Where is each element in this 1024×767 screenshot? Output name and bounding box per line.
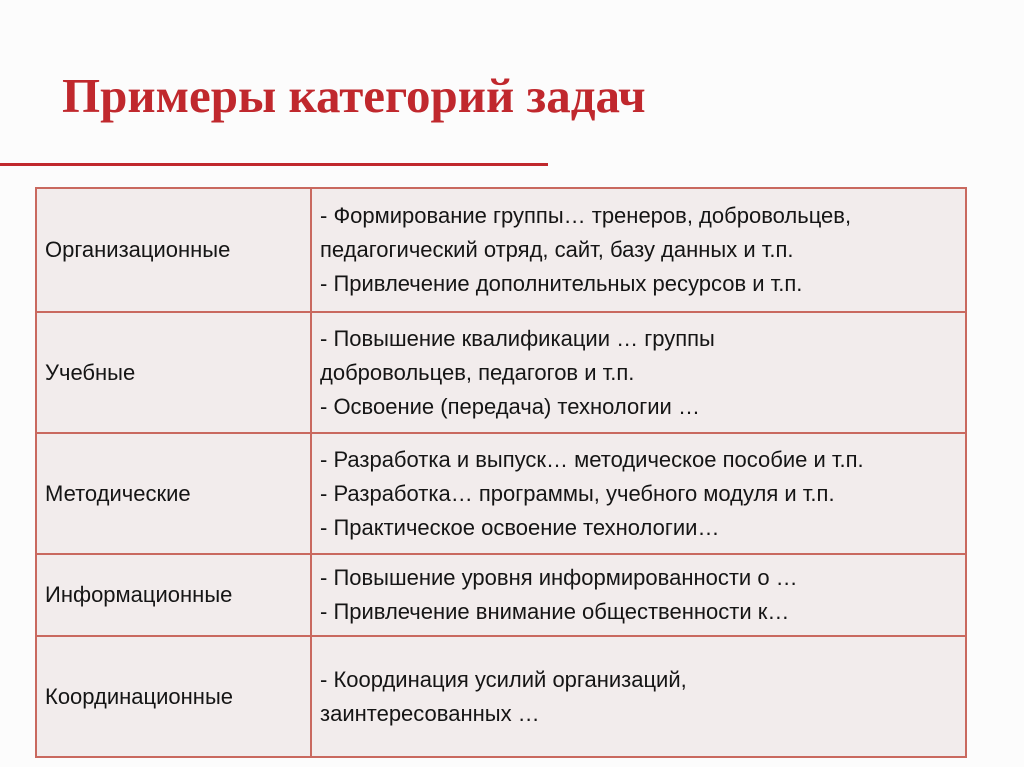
description-line: - Формирование группы… тренеров, добровольцев,	[320, 203, 852, 228]
description-line: заинтересованных …	[320, 700, 540, 726]
table-row	[36, 433, 966, 554]
description-line: педагогический отряд, сайт, базу данных и т.п.	[320, 237, 794, 262]
table-row	[36, 188, 966, 312]
category-cell: Методические	[36, 433, 311, 554]
description-line: - Повышение квалификации … группы	[320, 325, 715, 351]
table-row	[36, 636, 966, 757]
category-cell: Учебные	[36, 312, 311, 433]
description-line: - Привлечение дополнительных ресурсов и т.п.	[320, 271, 803, 296]
description-cell	[311, 312, 966, 433]
description-line: - Координация усилий организаций,	[320, 666, 687, 692]
description-line: добровольцев, педагогов и т.п.	[320, 359, 635, 385]
description-cell	[311, 188, 966, 312]
description-line: - Практическое освоение технологии…	[320, 514, 720, 540]
table-row	[36, 312, 966, 433]
category-cell: Организационные	[36, 188, 311, 312]
description-line: - Разработка и выпуск… методическое пособие и т.п.	[320, 446, 864, 472]
description-line: - Привлечение внимание общественности к…	[320, 599, 790, 624]
category-cell: Координационные	[36, 636, 311, 757]
page-title: Примеры категорий задач	[62, 68, 646, 123]
description-line: - Разработка… программы, учебного модуля и т.п.	[320, 480, 835, 506]
description-cell	[311, 433, 966, 554]
category-cell: Информационные	[36, 554, 311, 636]
description-line: - Повышение уровня информированности о …	[320, 565, 798, 590]
categories-table	[35, 187, 967, 758]
description-cell	[311, 554, 966, 636]
table-row	[36, 554, 966, 636]
description-cell	[311, 636, 966, 757]
title-underline	[0, 163, 548, 166]
description-line: - Освоение (передача) технологии …	[320, 393, 700, 419]
